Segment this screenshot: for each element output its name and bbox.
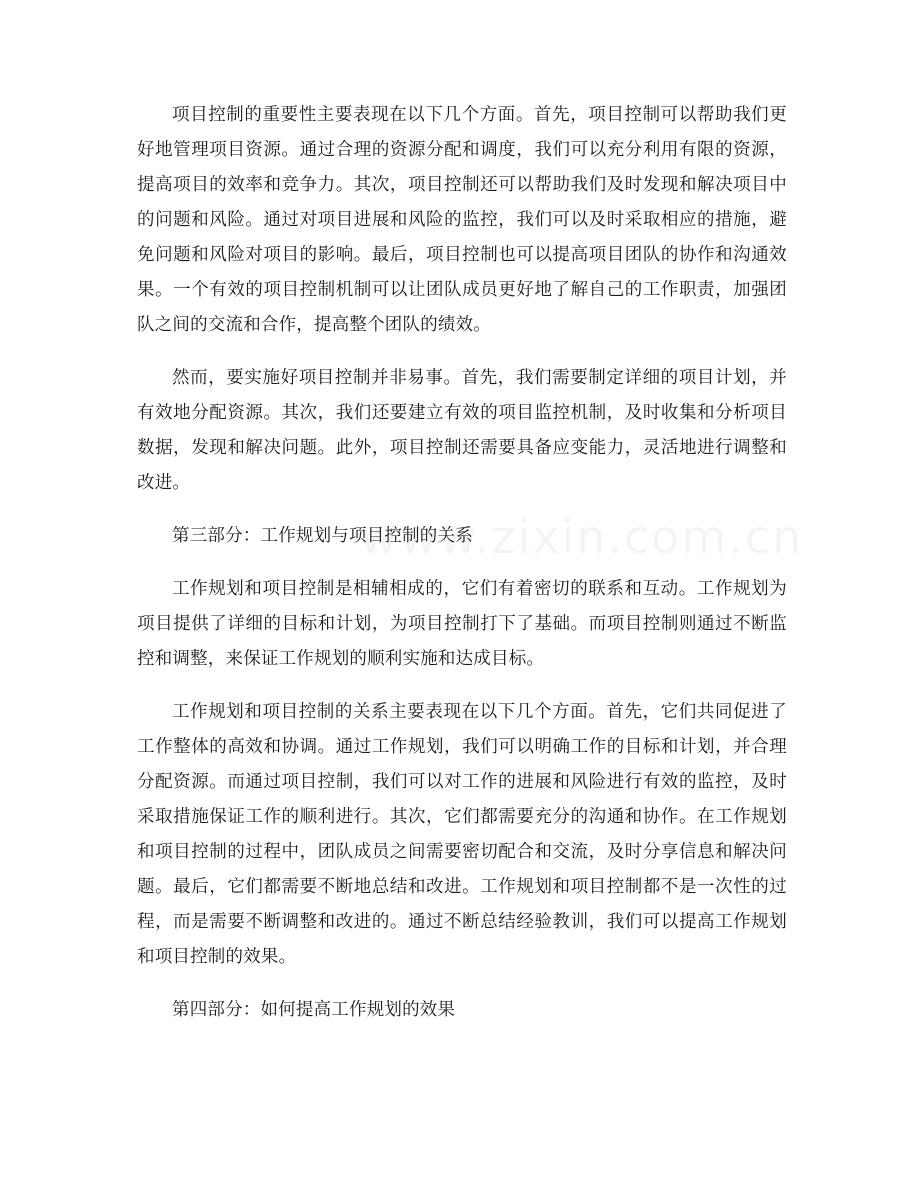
paragraph-relationship-details: 工作规划和项目控制的关系主要表现在以下几个方面。首先，它们共同促进了工作整体的高效和协调。通过工作规划，我们可以明确工作的目标和计划，并合理分配资源。而通过项目控制，我们可以对工作的进展和风险进行有效的监控，及时采取措施保证工作的顺利进行。其次，它们都需要充分的沟通和协作。在工作规划和项目控制的过程中，团队成员之间需要密切配合和交流，及时分享信息和解决问题。最后，它们都需要不断地总结和改进。工作规划和项目控制都不是一次性的过程，而是需要不断调整和改进的。通过不断总结经验教训，我们可以提高工作规划和项目控制的效果。 [137, 702, 787, 967]
paragraph-relationship-intro: 工作规划和项目控制是相辅相成的，它们有着密切的联系和互动。工作规划为项目提供了详细的目标和计划，为项目控制打下了基础。而项目控制则通过不断监控和调整，来保证工作规划的顺利实施和达成目标。 [137, 579, 787, 669]
document-body [137, 98, 787, 1028]
paragraph-project-control-importance: 项目控制的重要性主要表现在以下几个方面。首先，项目控制可以帮助我们更好地管理项目资源。通过合理的资源分配和调度，我们可以充分利用有限的资源，提高项目的效率和竞争力。其次，项目控制还可以帮助我们及时发现和解决项目中的问题和风险。通过对项目进展和风险的监控，我们可以及时采取相应的措施，避免问题和风险对项目的影响。最后，项目控制也可以提高项目团队的协作和沟通效果。一个有效的项目控制机制可以让团队成员更好地了解自己的工作职责，加强团队之间的交流和合作，提高整个团队的绩效。 [137, 105, 787, 335]
section-heading-part-four: 第四部分：如何提高工作规划的效果 [172, 1000, 456, 1020]
paragraph-implementation-difficulty: 然而，要实施好项目控制并非易事。首先，我们需要制定详细的项目计划，并有效地分配资源。其次，我们还要建立有效的项目监控机制，及时收集和分析项目数据，发现和解决问题。此外，项目控制还需要具备应变能力，灵活地进行调整和改进。 [137, 368, 787, 493]
section-heading-part-three: 第三部分：工作规划与项目控制的关系 [172, 526, 473, 546]
